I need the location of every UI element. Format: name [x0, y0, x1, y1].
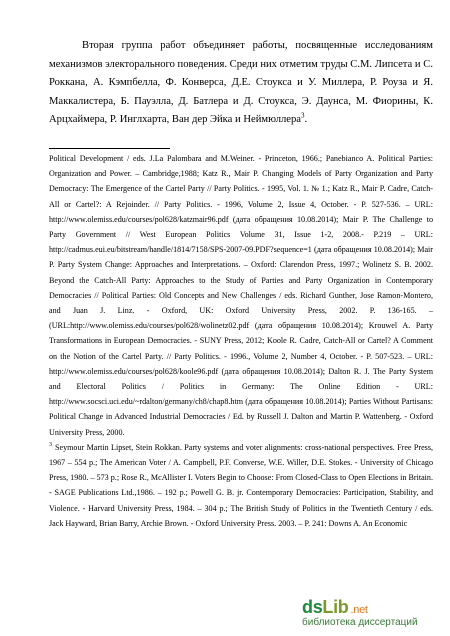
footnote-3-mark: 3	[49, 442, 52, 449]
body-paragraph-text: Вторая группа работ объединяет работы, посвященные исследованиям механизмов электорального поведения. Среди них отметим труды С.М. Липсета и С. Роккана, А. Кэмпбелла, Ф. Конверса, Д.Е. Стоукса и У. Миллера, Р. Роуза и Я. Маккалистера, Б. Пауэлла, Д. Батлера и Д. Стоукса, Э. Даунса, М. Фиорины, К. Арцхаймера, Р. Инглхарта, Ван дер Эйка и Неймюллера	[49, 40, 433, 125]
footnotes-area	[49, 151, 433, 531]
footnote-continuation: Political Development / eds. J.La Palombara and M.Weiner. - Princeton, 1966.; Panebianco A. Political Parties: Organization and Power. – Cambridge,1988; Katz R., Mair P. Changing Models of Party Organization and Party Democracy: The Emergence of the Cartel Party // Party Politics. - 1995, Vol. 1. № 1.; Katz R., Mair P. Cadre, Catch-All or Cartel?: A Rejoinder. // Party Politics. - 1996, Volume 2, Issue 4, October. - P. 527-536. – URL: http://www.olemiss.edu/courses/pol628/katzmair96.pdf (дата обращения 10.08.2014); Mair P. The Challenge to Party Government // West European Politics Volume 31, Issue 1-2, 2008.- P.219 – URL: http://cadmus.eui.eu/bitstream/handle/1814/7158/SPS-2007-09.PDF?sequence=1 (дата обращения 10.08.2014); Mair P. Party System Change: Approaches and Interpretations. – Oxford: Clarendon Press, 1997.; Wolinetz S. B. 2002. Beyond the Catch-All Party: Approaches to the Study of Parties and Party Organization in Contemporary Democracies // Political Parties: Old Concepts and New Challenges / eds. Richard Gunther, Jose Ramon-Montero, and Juan J. Linz. - Oxford, UK: Oxford University Press, 2002. P. 136-165. – (URL:http://www.olemiss.edu/courses/pol628/wolinetz02.pdf (дата обращения 10.08.2014); Krouwel A. Party Transformations in European Democracies. - SUNY Press, 2012; Koole R. Cadre, Catch-All or Cartel? A Comment on the Notion of the Cartel Party. // Party Politics. - 1996., Volume 2, Number 4, October. - P. 507-523. – URL: http://www.olemiss.edu/courses/pol628/koole96.pdf (дата обращения 10.08.2014); Dalton R. J. The Party System and Electoral Politics / Politics in Germany: The Online Edition - URL: http://www.socsci.uci.edu/~rdalton/germany/ch8/chap8.htm (дата обращения 10.08.2014); Parties Without Partisans: Political Change in Advanced Industrial Democracies / Ed. by Russell J. Dalton and Martin P. Wattenberg. - Oxford University Press, 2000.	[49, 154, 433, 437]
footnote-separator	[49, 148, 170, 149]
logo-domain-text: .net	[350, 604, 368, 616]
body-paragraph	[49, 37, 433, 130]
main-text	[49, 37, 433, 130]
watermark-subtitle: библиотека диссертаций	[302, 617, 418, 628]
dslib-watermark	[300, 596, 438, 632]
body-paragraph-end: .	[304, 114, 308, 125]
footnote-reference[interactable]: 3	[301, 111, 305, 120]
logo-ds-text: ds	[302, 597, 323, 617]
footnote-3	[49, 440, 433, 531]
logo-lib-text: Lib	[322, 597, 349, 617]
footnote-3-text: Seymour Martin Lipset, Stein Rokkan. Party systems and voter alignments: cross-national perspectives. Free Press, 1967 – 554 p.; The American Voter / A. Campbell, P.F. Converse, W.E. Willer, D.E. Stokes. - University of Chicago Press, 1980. – 573 p.; Rose R., McAllister I. Voters Begin to Choose: From Closed-Class to Open Elections in Britain. - SAGE Publications Ltd.,1986. – 192 p.; Powell G. B. jr. Contemporary Democracies: Participation, Stability, and Violence. - Harvard University Press, 1984. – 304 p.; The British Study of Politics in the Twentieth Century / eds. Jack Hayward, Brian Barry, Archie Brown. - Oxford University Press. 2003. – P. 241: Downs A. An Economic	[49, 442, 433, 528]
